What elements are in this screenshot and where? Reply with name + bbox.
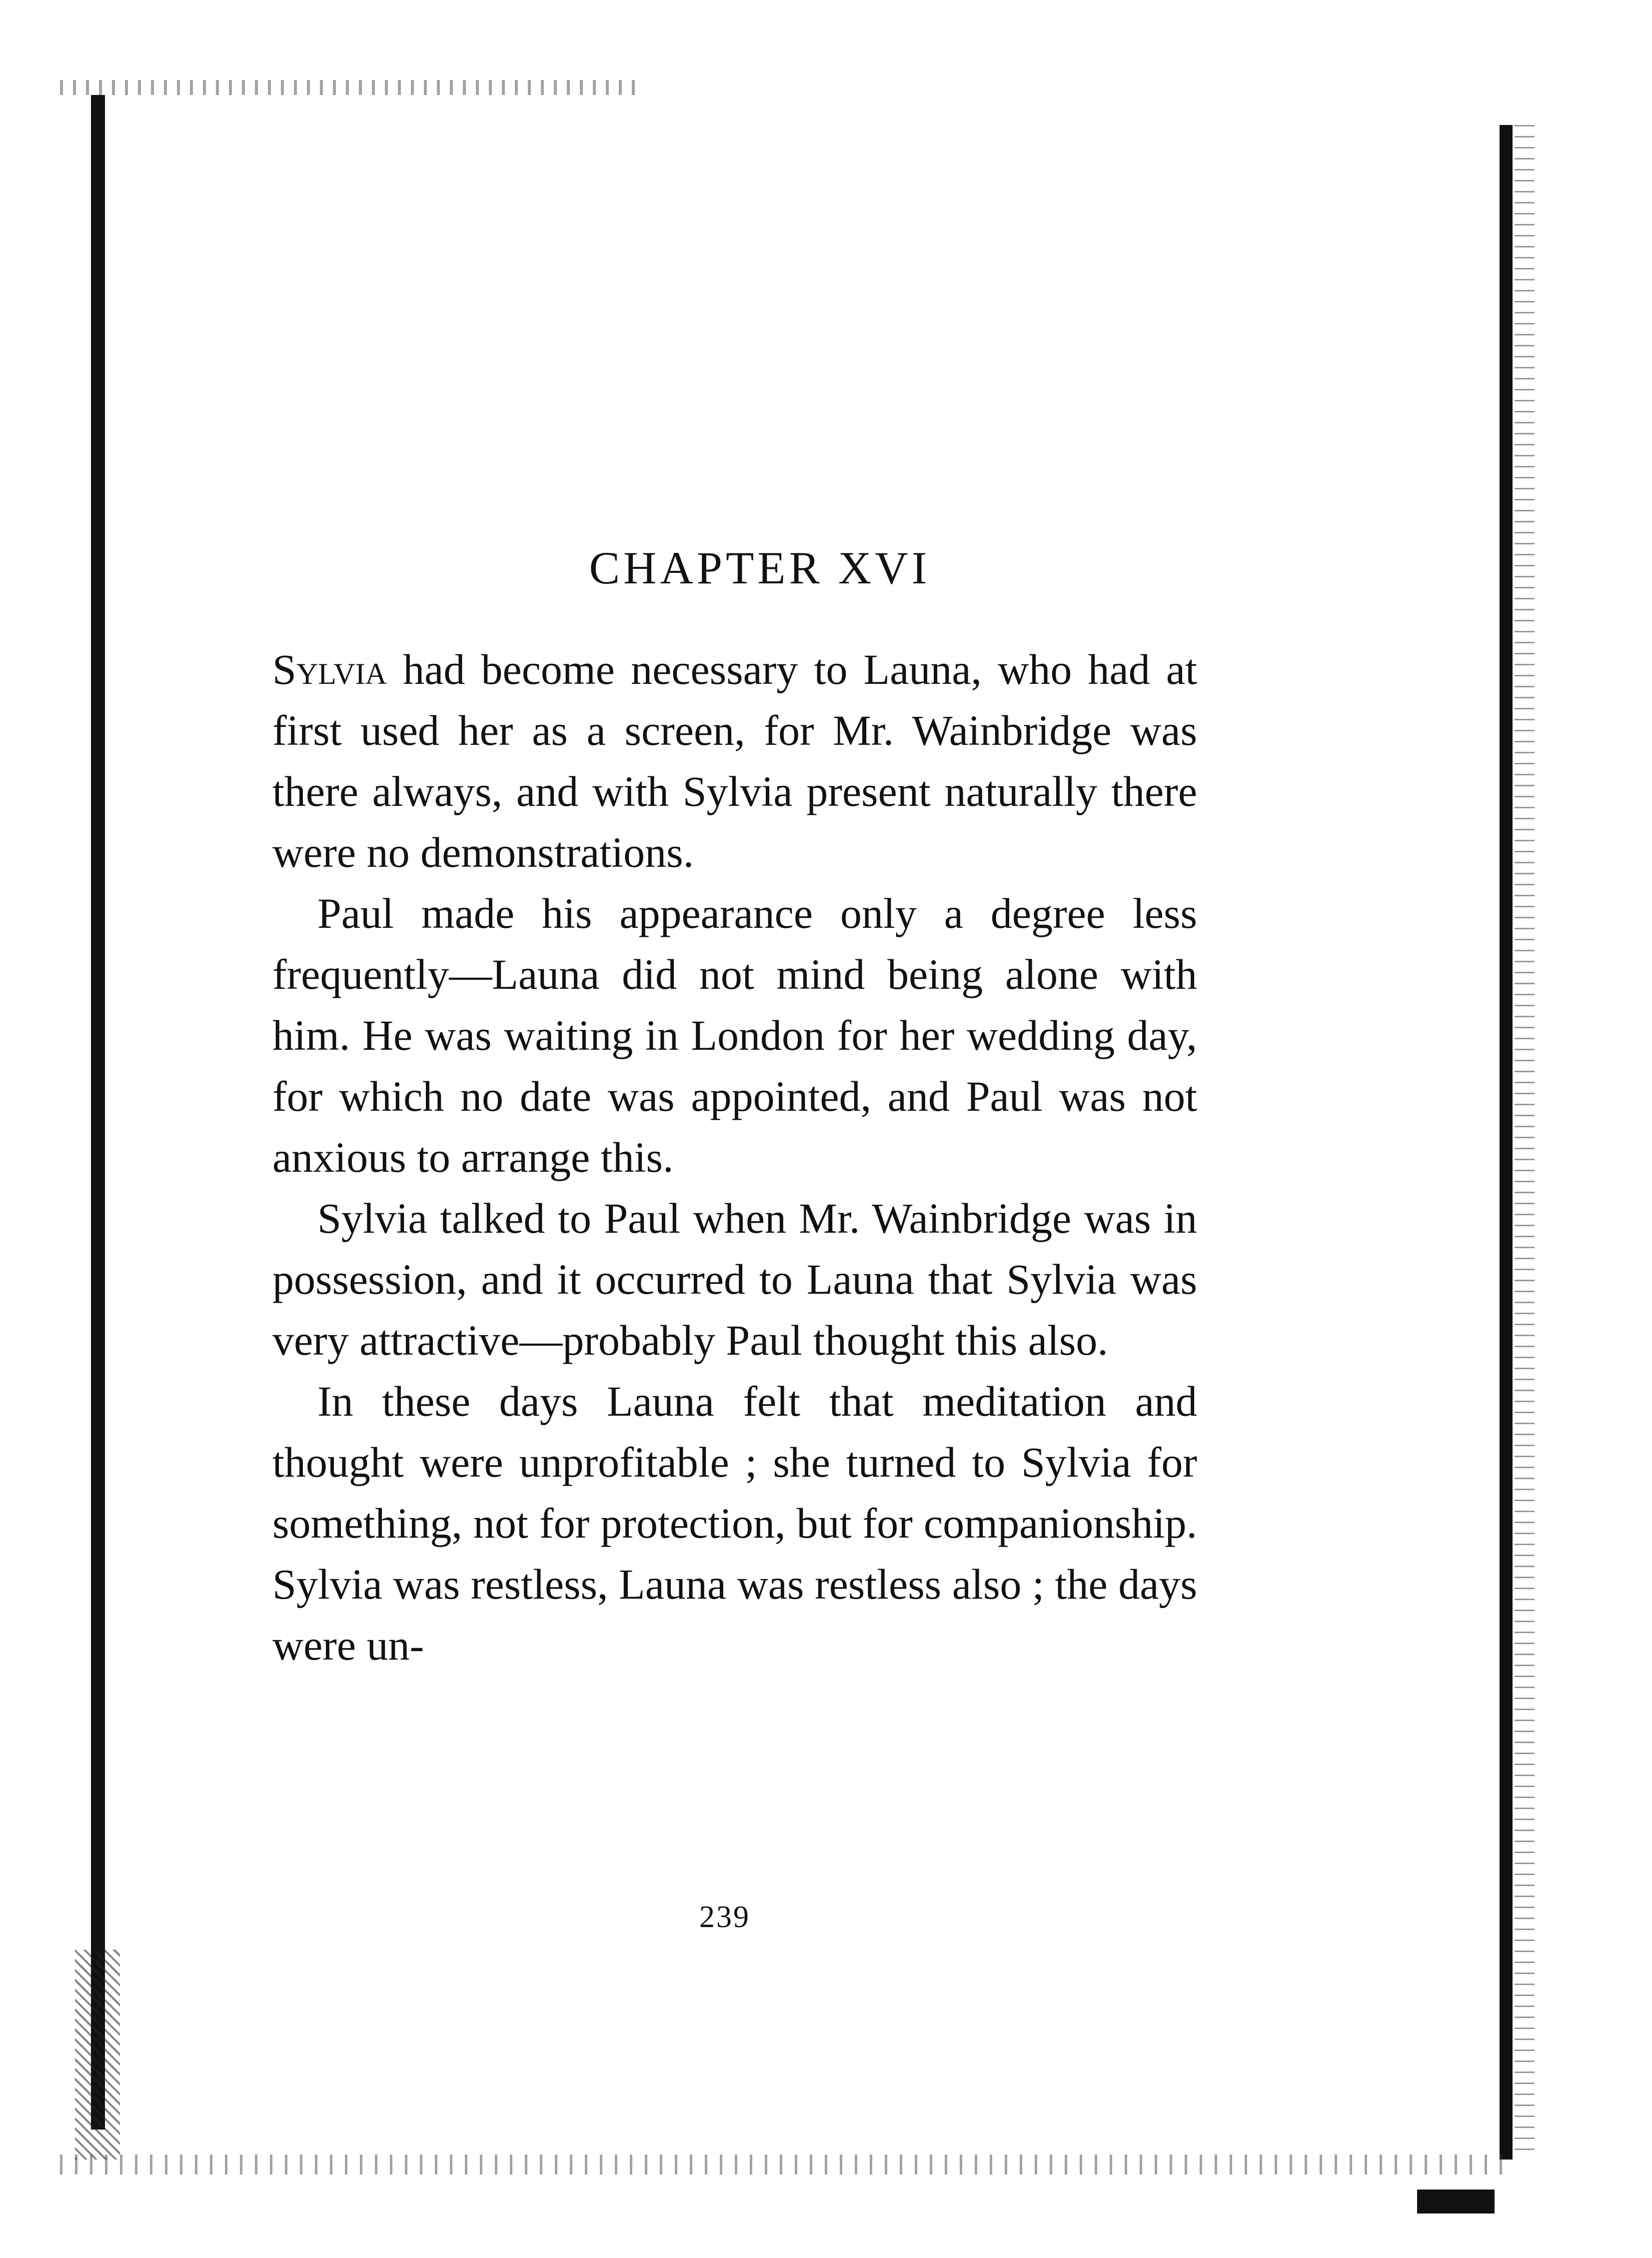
paragraph-2: Paul made his appearance only a degree less frequently—Launa did not mind being alone with him. He was waiting in London for her wedding day, for which no date was appointed, and Paul was not anxious to arrange this. [272,889,1197,1181]
scan-top-edge-artifact [60,80,635,95]
paragraph-1-text: had become necessary to Launa, who had at first used her as a screen, for Mr. Wainbridge was there always, and with Sylvia present naturally there were no demonstrations. [272,645,1197,876]
page-number: 239 [699,1900,750,1934]
scan-left-edge-speckle [75,1950,120,2160]
paragraph-1-lead-word: Sylvia [272,645,387,693]
paragraph-1 [272,639,1197,883]
paragraph-4: In these days Launa felt that meditation and thought were unprofitable ; she turned to Sylvia for something, not for protection, but for companionship. Sylvia was restless, Launa was restless also ; the days were un- [272,1377,1197,1669]
scan-bottom-edge-artifact [60,2155,1510,2175]
scan-right-edge-speckle [1515,125,1535,2160]
chapter-title: CHAPTER XVI [589,542,931,593]
scan-left-edge-shadow [91,95,105,2130]
paragraph-3: Sylvia talked to Paul when Mr. Wainbridge was in possession, and it occurred to Launa that Sylvia was very attractive—probably Paul thought this also. [272,1194,1197,1364]
scan-right-edge-shadow [1500,125,1513,2160]
scan-bottom-corner-mark [1417,2190,1495,2214]
page-body [272,542,1197,1676]
